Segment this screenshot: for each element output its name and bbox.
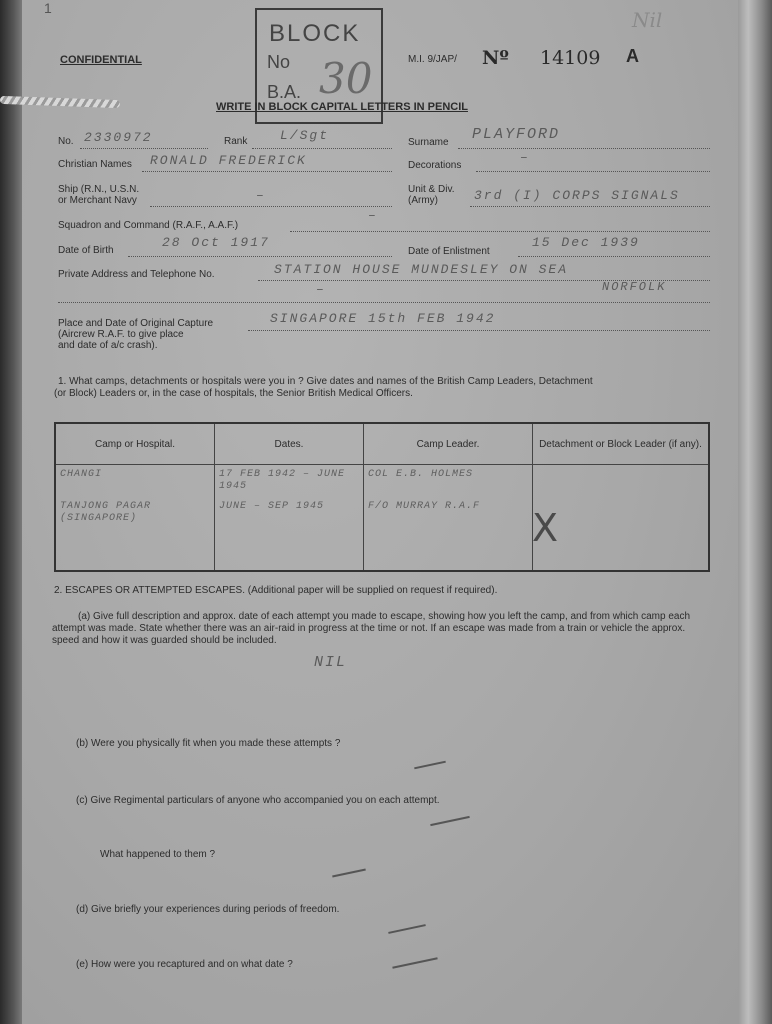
rank-label: Rank xyxy=(224,136,248,147)
table-cell: CHANGI xyxy=(60,469,103,480)
answer-dash-e xyxy=(392,957,437,969)
decorations-label: Decorations xyxy=(408,160,462,171)
instruction-heading: WRITE IN BLOCK CAPITAL LETTERS IN PENCIL xyxy=(216,101,468,113)
question-2b-text: (b) Were you physically fit when you made these attempts ? xyxy=(76,738,341,749)
ship-label-line-2: or Merchant Navy xyxy=(58,195,137,206)
rank-value: L/Sgt xyxy=(280,128,330,143)
ship-label-line-1: Ship (R.N., U.S.N. xyxy=(58,184,140,195)
number-label: Nº xyxy=(482,47,509,69)
camps-table xyxy=(54,422,710,572)
table-cell: JUNE – SEP 1945 xyxy=(219,501,325,512)
table-cell xyxy=(537,469,704,501)
document-number: 14109 xyxy=(540,47,601,69)
enlistment-label: Date of Enlistment xyxy=(408,246,490,257)
table-cell: COL E.B. HOLMES xyxy=(368,469,474,480)
unit-value: 3rd (I) CORPS SIGNALS xyxy=(474,188,680,203)
ship-value: – xyxy=(256,188,266,203)
ship-label xyxy=(58,184,139,206)
no-label: No. xyxy=(58,136,74,147)
margin-mark: 1 xyxy=(44,0,52,16)
corner-note: Nil xyxy=(632,8,663,32)
question-2c-text: (c) Give Regimental particulars of anyone who accompanied you on each attempt. xyxy=(76,795,440,806)
enlistment-value: 15 Dec 1939 xyxy=(532,235,640,250)
stamp-block: BLOCK xyxy=(269,20,361,47)
answer-dash-c2 xyxy=(332,868,366,877)
stamp-ba: B.A. xyxy=(267,82,302,102)
question-2-heading: 2. ESCAPES OR ATTEMPTED ESCAPES. (Additional paper will be supplied on request if required). xyxy=(54,585,498,596)
table-cell: TANJONG PAGAR (SINGAPORE) xyxy=(60,501,152,524)
surname-value: PLAYFORD xyxy=(472,126,561,143)
unit-label-line-1: Unit & Div. xyxy=(408,184,455,195)
address-dash: – xyxy=(316,282,326,297)
binder-edge-left xyxy=(0,0,22,1024)
question-1-line-1: 1. What camps, detachments or hospitals were you in ? Give dates and names of the British Camp Leaders, Detachment xyxy=(58,376,593,387)
mi-reference: M.I. 9/JAP/ xyxy=(408,54,457,65)
dob-value: 28 Oct 1917 xyxy=(162,235,270,250)
address-value-line-1: STATION HOUSE MUNDESLEY ON SEA xyxy=(274,262,569,277)
decorations-value: – xyxy=(520,150,530,165)
address-label: Private Address and Telephone No. xyxy=(58,269,215,280)
no-value: 2330972 xyxy=(84,130,153,145)
answer-dash-d xyxy=(388,924,426,934)
capture-value: SINGAPORE 15th FEB 1942 xyxy=(270,311,496,326)
document-page xyxy=(22,0,738,1024)
address-value-line-2: NORFOLK xyxy=(602,280,667,294)
unit-label-line-2: (Army) xyxy=(408,195,438,206)
question-1-line-2: (or Block) Leaders or, in the case of hospitals, the Senior British Medical Officers. xyxy=(54,388,413,399)
capture-label xyxy=(58,318,213,351)
question-2e-text: (e) How were you recaptured and on what date ? xyxy=(76,959,293,970)
header-camp-leader: Camp Leader. xyxy=(364,423,533,465)
surname-label: Surname xyxy=(408,137,449,148)
header-camp: Camp or Hospital. xyxy=(55,423,215,465)
header-detachment-leader: Detachment or Block Leader (if any). xyxy=(533,423,710,465)
table-cell: F/O MURRAY R.A.F xyxy=(368,501,481,512)
question-2a-answer: NIL xyxy=(314,654,348,671)
table-row xyxy=(55,465,709,572)
christian-names-value: RONALD FREDERICK xyxy=(150,153,307,168)
stamp-value: 30 xyxy=(319,54,373,103)
unit-label xyxy=(408,184,455,206)
question-2c-followup: What happened to them ? xyxy=(100,849,216,860)
header-dates: Dates. xyxy=(215,423,364,465)
capture-label-line-2: (Aircrew R.A.F. to give place xyxy=(58,329,184,340)
binder-edge-right xyxy=(738,0,772,1024)
squadron-label: Squadron and Command (R.A.F., A.A.F.) xyxy=(58,220,239,231)
table-cell: 17 FEB 1942 – JUNE 1945 xyxy=(219,469,346,492)
confidential-label: CONFIDENTIAL xyxy=(60,54,142,66)
answer-dash-b xyxy=(414,761,446,770)
dob-label: Date of Birth xyxy=(58,245,114,256)
answer-dash-c xyxy=(430,816,470,826)
capture-label-line-1: Place and Date of Original Capture xyxy=(58,318,214,329)
cross-mark: X xyxy=(532,506,559,550)
number-suffix: A xyxy=(626,46,639,66)
question-2d-text: (d) Give briefly your experiences during periods of freedom. xyxy=(76,904,340,915)
capture-label-line-3: and date of a/c crash). xyxy=(58,340,158,351)
table-cell xyxy=(537,501,704,533)
stamp-no: No xyxy=(267,52,291,72)
question-2a-text: (a) Give full description and approx. date of each attempt you made to escape, showing how you left the camp, and from which camp each attempt was made. State whether there was an air-raid in progress at the time or not. If an escape was made from a train or vehicle the approx. speed and how it was guarded should be included. xyxy=(52,611,691,646)
christian-names-label: Christian Names xyxy=(58,159,132,170)
squadron-value: – xyxy=(368,208,378,223)
